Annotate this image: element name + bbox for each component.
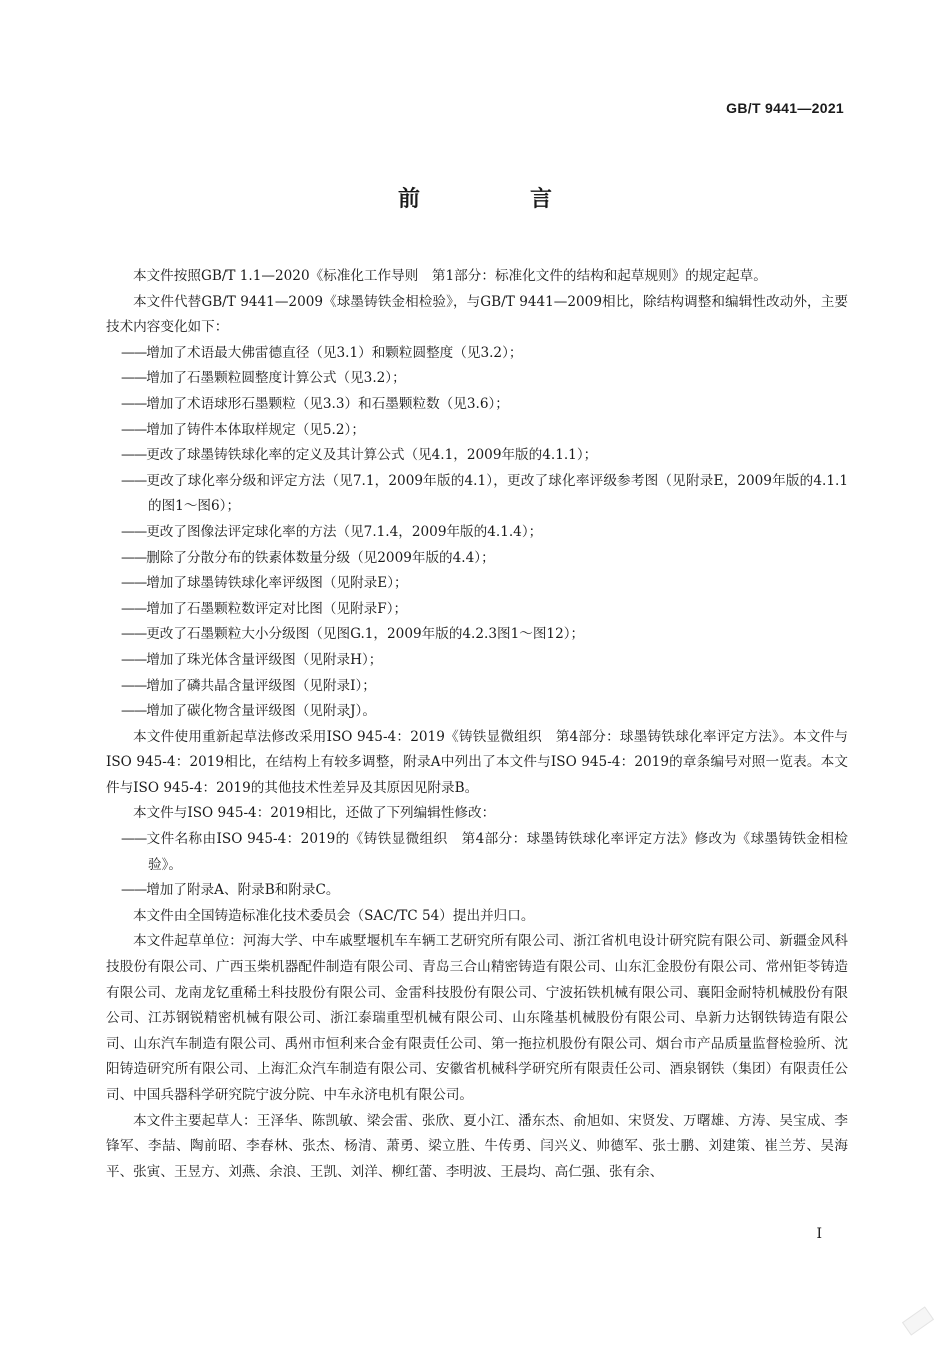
list-item: ——更改了球化率分级和评定方法（见7.1，2009年版的4.1），更改了球化率评级参考图（见附录E，2009年版的4.1.1的图1～图6）； — [121, 472, 848, 515]
dash-marker: —— — [121, 600, 147, 617]
dash-marker: —— — [121, 523, 147, 540]
dash-marker: —— — [121, 831, 147, 848]
paragraph-committee: 本文件由全国铸造标准化技术委员会（SAC/TC 54）提出并归口。 — [133, 907, 535, 924]
dash-marker: —— — [121, 421, 147, 438]
dash-marker: —— — [121, 395, 147, 412]
dash-marker: —— — [121, 447, 147, 464]
dash-marker: —— — [121, 370, 147, 387]
dash-marker: —— — [121, 882, 147, 899]
paragraph-iso-adoption: 本文件使用重新起草法修改采用ISO 945-4：2019《铸铁显微组织 第4部分：球墨铸铁球化率评定方法》。本文件与ISO 945-4：2019相比，在结构上有较多调整，附录A中列出了本文件与ISO 945-4：2019的章条编号对照一览表。本文件与ISO 945-4：2019的其他技术性差异及其原因见附录B。 — [106, 728, 848, 796]
document-body — [106, 264, 848, 1185]
list-item: ——删除了分散分布的铁素体数量分级（见2009年版的4.4）； — [121, 549, 495, 566]
dash-marker: —— — [121, 549, 147, 566]
list-item: ——增加了术语球形石墨颗粒（见3.3）和石墨颗粒数（见3.6）； — [121, 395, 509, 412]
dash-marker: —— — [121, 575, 147, 592]
list-item: ——文件名称由ISO 945-4：2019的《铸铁显微组织 第4部分：球墨铸铁球化率评定方法》修改为《球墨铸铁金相检验》。 — [121, 831, 848, 873]
dash-marker: —— — [121, 626, 147, 643]
list-item: ——增加了石墨颗粒圆整度计算公式（见3.2）； — [121, 370, 406, 387]
paragraph-drafting-units: 本文件起草单位：河海大学、中车戚墅堰机车车辆工艺研究所有限公司、浙江省机电设计研究院有限公司、新疆金风科技股份有限公司、广西玉柴机器配件制造有限公司、青岛三合山精密铸造有限公司、山东汇金股份有限公司、常州钜苓铸造有限公司、龙南龙钇重稀土科技股份有限公司、金雷科技股份有限公司、宁波拓铁机械有限公司、襄阳金耐特机械股份有限公司、江苏钢锐精密机械有限公司、浙江泰瑞重型机械有限公司、山东隆基机械股份有限公司、阜新力达钢铁铸造有限公司、山东汽车制造有限公司、禹州市恒利来合金有限责任公司、第一拖拉机股份有限公司、烟台市产品质量监督检验所、沈阳铸造研究所有限公司、上海汇众汽车制造有限公司、安徽省机械科学研究所有限责任公司、酒泉钢铁（集团）有限责任公司、中国兵器科学研究院宁波分院、中车永济电机有限公司。 — [106, 933, 848, 1103]
dash-marker: —— — [121, 677, 147, 694]
dash-marker: —— — [121, 703, 147, 720]
list-item: ——增加了磷共晶含量评级图（见附录I）； — [121, 677, 376, 694]
paragraph-editorial-changes: 本文件与ISO 945-4：2019相比，还做了下列编辑性修改： — [133, 805, 496, 822]
dash-marker: —— — [121, 651, 147, 668]
list-item: ——更改了图像法评定球化率的方法（见7.1.4，2009年版的4.1.4）； — [121, 523, 543, 540]
page-number: I — [816, 1226, 822, 1242]
page-curl-icon — [902, 1306, 934, 1335]
list-item: ——增加了珠光体含量评级图（见附录H）； — [121, 651, 383, 668]
list-item: ——增加了碳化物含量评级图（见附录J）。 — [121, 703, 376, 720]
standard-number: GB/T 9441—2021 — [726, 100, 844, 116]
changes-list — [106, 341, 848, 725]
dash-marker: —— — [121, 472, 147, 489]
list-item: ——增加了术语最大佛雷德直径（见3.1）和颗粒圆整度（见3.2）； — [121, 344, 523, 361]
list-item: ——增加了附录A、附录B和附录C。 — [121, 882, 340, 899]
list-item: ——增加了石墨颗粒数评定对比图（见附录F）； — [121, 600, 408, 617]
page-title: 前 言 — [397, 187, 596, 212]
list-item: ——更改了球墨铸铁球化率的定义及其计算公式（见4.1，2009年版的4.1.1）； — [121, 447, 598, 464]
paragraph-drafting-basis: 本文件按照GB/T 1.1—2020《标准化工作导则 第1部分：标准化文件的结构和起草规则》的规定起草。 — [133, 268, 767, 284]
list-item: ——增加了铸件本体取样规定（见5.2）； — [121, 421, 365, 438]
dash-marker: —— — [121, 344, 147, 361]
edits-list — [106, 827, 848, 904]
list-item: ——增加了球墨铸铁球化率评级图（见附录E）； — [121, 575, 408, 592]
paragraph-replacement: 本文件代替GB/T 9441—2009《球墨铸铁金相检验》，与GB/T 9441—2009相比，除结构调整和编辑性改动外，主要技术内容变化如下： — [106, 293, 848, 336]
paragraph-drafters: 本文件主要起草人：王泽华、陈凯敏、梁会雷、张欣、夏小江、潘东杰、俞旭如、宋贤发、万曙雄、方涛、吴宝成、李锋军、李喆、陶前昭、李春林、张杰、杨清、萧勇、梁立胜、牛传勇、闫兴义、帅德军、张士鹏、刘建策、崔兰芳、吴海平、张寅、王昱方、刘燕、余浪、王凯、刘洋、柳红蕾、李明波、王晨均、高仁强、张有余、 — [106, 1112, 848, 1180]
list-item: ——更改了石墨颗粒大小分级图（见图G.1，2009年版的4.2.3图1～图12）； — [121, 626, 585, 643]
